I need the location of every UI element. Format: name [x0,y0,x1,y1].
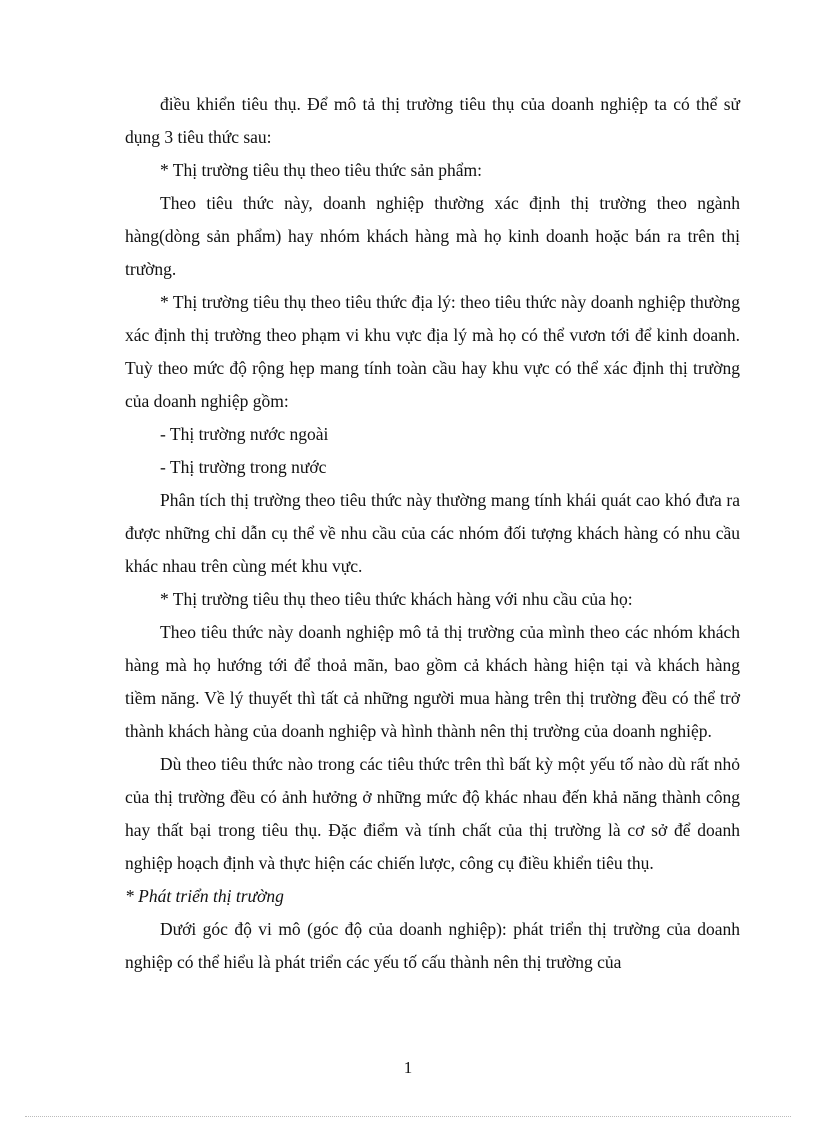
paragraph-6: - Thị trường trong nước [160,457,327,477]
paragraph-8: * Thị trường tiêu thụ theo tiêu thức khách hàng với nhu cầu của họ: [160,589,633,609]
paragraph-2: * Thị trường tiêu thụ theo tiêu thức sản phẩm: [160,160,482,180]
paragraph-12: Dưới góc độ vi mô (góc độ của doanh nghiệp): phát triển thị trường của doanh nghiệp có thể hiểu là phát triển các yếu tố cấu thành nên thị trường của [125,919,740,972]
paragraph-5: - Thị trường nước ngoài [160,424,329,444]
paragraph-1: điều khiển tiêu thụ. Để mô tả thị trường tiêu thụ của doanh nghiệp ta có thể sử dụng 3 tiêu thức sau: [125,94,740,147]
footer-divider [25,1116,791,1117]
paragraph-10: Dù theo tiêu thức nào trong các tiêu thức trên thì bất kỳ một yếu tố nào dù rất nhỏ của thị trường đều có ảnh hưởng ở những mức độ khác nhau đến khả năng thành công hay thất bại trong tiêu thụ. Đặc điểm và tính chất của thị trường là cơ sở để doanh nghiệp hoạch định và thực hiện các chiến lược, công cụ điều khiển tiêu thụ. [125,754,740,873]
paragraph-4: * Thị trường tiêu thụ theo tiêu thức địa lý: theo tiêu thức này doanh nghiệp thường xác định thị trường theo phạm vi khu vực địa lý mà họ có thể vươn tới để kinh doanh. Tuỳ theo mức độ rộng hẹp mang tính toàn cầu hay khu vực có thể xác định thị trường của doanh nghiệp gồm: [125,292,740,411]
paragraph-7: Phân tích thị trường theo tiêu thức này thường mang tính khái quát cao khó đưa ra được những chỉ dẫn cụ thể về nhu cầu của các nhóm đối tượng khách hàng có nhu cầu khác nhau trên cùng mét khu vực. [125,490,740,576]
paragraph-3: Theo tiêu thức này, doanh nghiệp thường xác định thị trường theo ngành hàng(dòng sản phẩm) hay nhóm khách hàng mà họ kinh doanh hoặc bán ra trên thị trường. [125,193,740,279]
document-body [125,88,740,979]
page-number: 1 [403,1058,413,1077]
section-heading: * Phát triển thị trường [125,886,284,906]
paragraph-9: Theo tiêu thức này doanh nghiệp mô tả thị trường của mình theo các nhóm khách hàng mà họ hướng tới để thoả mãn, bao gồm cả khách hàng hiện tại và khách hàng tiềm năng. Về lý thuyết thì tất cả những người mua hàng trên thị trường đều có thể trở thành khách hàng của doanh nghiệp và hình thành nên thị trường của doanh nghiệp. [125,622,740,741]
